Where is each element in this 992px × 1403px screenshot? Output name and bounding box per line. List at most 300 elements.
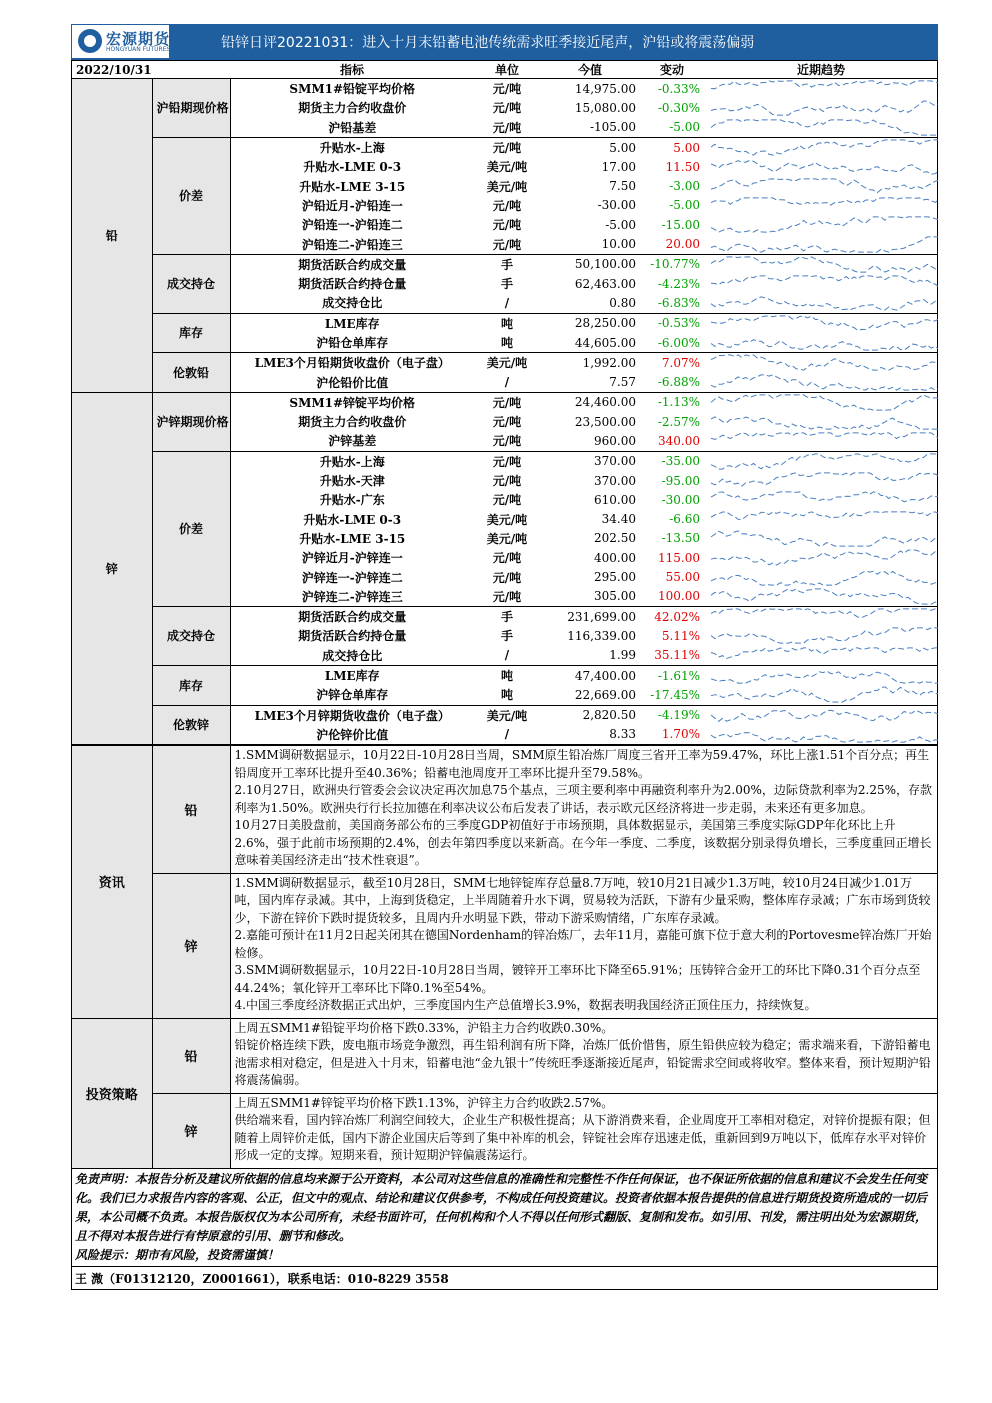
- unit-cell: 元/吨: [492, 493, 522, 508]
- unit-cell: 美元/吨: [486, 708, 528, 723]
- value-cell: 50,100.00: [574, 257, 636, 272]
- table-row: [72, 451, 938, 471]
- strategy-zinc-text: [230, 1093, 938, 1168]
- change-cell: -1.61%: [657, 668, 700, 683]
- strategy-metal-zinc: 锌: [152, 1093, 230, 1168]
- value-cell: 116,339.00: [567, 628, 636, 643]
- trend-cell: [704, 529, 938, 548]
- news-paragraph: 2.10月27日，欧洲央行管委会会议决定再次加息75个基点，三项主要利率中再融资利率升为2.00%，边际贷款利率为2.25%，存款利率为1.50%。欧洲央行行长拉加德在利率决议公布后发表了讲话，表示欧元区经济将进一步走弱，未来还有更多加息。: [234, 783, 933, 815]
- change-cell: -3.00: [669, 179, 700, 194]
- trend-sparkline: [708, 626, 938, 645]
- trend-sparkline: [708, 568, 938, 587]
- trend-sparkline: [708, 98, 938, 117]
- value-cell: 44,605.00: [540, 333, 640, 353]
- indicator-cell: 成交持仓比: [230, 293, 474, 313]
- change-cell: -4.19%: [657, 708, 700, 723]
- trend-line: [711, 395, 938, 410]
- trend-sparkline: [708, 587, 938, 606]
- value-cell: 17.00: [601, 159, 636, 174]
- section-label: 成交持仓: [152, 254, 230, 313]
- indicator-cell: 沪锌连一-沪锌连二: [301, 570, 403, 585]
- value-cell: 5.00: [609, 140, 636, 155]
- indicator-cell: 期货活跃合约成交量: [298, 257, 407, 272]
- change-cell: -5.00: [669, 198, 700, 213]
- strategy-paragraph: 供给端来看，国内锌冶炼厂利润空间较大，企业生产积极性提高；从下游消费来看，企业周度开工率相对稳定，对锌价提振有限；但随着上周锌价走低，国内下游企业国庆后等到了集中补库的机会，锌锭社会库存迅速走低，重新回到9万吨以下，低库存水平对锌价形成一定的支撑。短期来看，预计短期沪锌偏震荡运行。: [234, 1113, 931, 1163]
- unit-cell: /: [474, 646, 540, 666]
- trend-line: [711, 120, 938, 135]
- trend-sparkline: [708, 607, 938, 626]
- trend-sparkline: [708, 706, 938, 725]
- value-cell: 370.00: [594, 473, 636, 488]
- trend-sparkline: [708, 548, 938, 567]
- trend-line: [711, 374, 938, 389]
- section-label: 伦敦锌: [152, 705, 230, 745]
- value-cell: 47,400.00: [574, 668, 636, 683]
- table-row: [72, 254, 938, 274]
- trend-line: [711, 417, 938, 429]
- indicator-cell: 沪伦铅价比值: [230, 372, 474, 392]
- indicator-cell: 沪铅连二-沪铅连三: [230, 234, 474, 254]
- change-cell: -6.60: [669, 512, 700, 527]
- change-cell: 5.00: [673, 140, 700, 155]
- col-header-value: 今值: [540, 61, 640, 79]
- trend-line: [711, 492, 938, 502]
- table-row: [72, 607, 938, 627]
- trend-line: [711, 531, 938, 546]
- trend-cell: [704, 685, 938, 705]
- unit-cell: /: [474, 372, 540, 392]
- trend-sparkline: [708, 725, 938, 744]
- unit-cell: 元/吨: [492, 198, 522, 213]
- section-label: 沪锌期现价格: [152, 392, 230, 451]
- change-cell: -2.57%: [657, 414, 700, 429]
- trend-cell: [704, 412, 938, 431]
- trend-cell: [704, 548, 938, 567]
- unit-cell: 手: [500, 629, 513, 644]
- change-cell: 35.11%: [640, 646, 704, 666]
- indicator-cell: 沪锌基差: [230, 431, 474, 451]
- value-cell: 62,463.00: [574, 276, 636, 291]
- report-date: 2022/10/31: [72, 61, 230, 79]
- value-cell: 7.57: [540, 372, 640, 392]
- indicator-cell: 沪铅基差: [230, 118, 474, 138]
- value-cell: 10.00: [540, 234, 640, 254]
- value-cell: 7.50: [609, 179, 636, 194]
- unit-cell: 美元/吨: [486, 356, 528, 371]
- trend-sparkline: [708, 79, 938, 98]
- unit-cell: 吨: [474, 333, 540, 353]
- change-cell: -0.53%: [657, 316, 700, 331]
- change-cell: 42.02%: [654, 609, 700, 624]
- table-row: [72, 665, 938, 685]
- trend-cell: [704, 607, 938, 627]
- change-cell: 55.00: [665, 570, 700, 585]
- company-logo: [72, 25, 169, 58]
- unit-cell: 元/吨: [492, 551, 522, 566]
- unit-cell: 元/吨: [474, 118, 540, 138]
- trend-cell: [704, 274, 938, 293]
- trend-cell: [704, 705, 938, 725]
- logo-cn: 宏源期货: [106, 30, 171, 48]
- unit-cell: 元/吨: [492, 218, 522, 233]
- data-table: [72, 61, 938, 745]
- change-cell: -17.45%: [640, 685, 704, 705]
- indicator-cell: 升贴水-上海: [319, 141, 385, 156]
- change-cell: 100.00: [640, 587, 704, 607]
- trend-line: [711, 609, 938, 618]
- change-cell: 20.00: [640, 234, 704, 254]
- trend-cell: [704, 451, 938, 471]
- trend-sparkline: [708, 177, 938, 196]
- trend-sparkline: [708, 452, 938, 471]
- change-cell: -35.00: [661, 454, 700, 469]
- indicator-cell: 沪锌近月-沪锌连一: [301, 551, 403, 566]
- change-cell: -1.13%: [657, 395, 700, 410]
- trend-line: [711, 340, 938, 350]
- trend-cell: [704, 137, 938, 157]
- table-row: [72, 137, 938, 157]
- unit-cell: 元/吨: [492, 415, 522, 430]
- section-label: 伦敦铅: [152, 353, 230, 393]
- trend-cell: [704, 313, 938, 333]
- unit-cell: 吨: [500, 669, 513, 684]
- unit-cell: 美元/吨: [486, 512, 528, 527]
- value-cell: 295.00: [594, 570, 636, 585]
- section-label: 沪铅期现价格: [152, 79, 230, 138]
- section-label: 价差: [152, 451, 230, 606]
- trend-cell: [704, 98, 938, 117]
- value-cell: 28,250.00: [574, 316, 636, 331]
- strategy-paragraph: 上周五SMM1#铅锭平均价格下跌0.33%，沪铅主力合约收跌0.30%。: [234, 1020, 614, 1035]
- trend-sparkline: [708, 196, 938, 215]
- unit-cell: 元/吨: [474, 587, 540, 607]
- indicator-cell: 期货主力合约收盘价: [298, 415, 407, 430]
- trend-sparkline: [708, 471, 938, 490]
- table-row: [72, 313, 938, 333]
- trend-sparkline: [708, 215, 938, 234]
- trend-line: [711, 276, 938, 287]
- strategy-label: 投资策略: [72, 1018, 152, 1168]
- trend-line: [711, 81, 938, 89]
- unit-cell: 元/吨: [492, 82, 522, 97]
- value-cell: 24,460.00: [574, 395, 636, 410]
- trend-cell: [704, 567, 938, 586]
- value-cell: 610.00: [594, 492, 636, 507]
- value-cell: 0.80: [540, 293, 640, 313]
- value-cell: 14,975.00: [574, 81, 636, 96]
- trend-line: [711, 316, 938, 331]
- group-label: 铅: [72, 79, 152, 393]
- indicator-cell: SMM1#铅锭平均价格: [289, 82, 416, 97]
- trend-cell: [704, 333, 938, 353]
- trend-cell: [704, 353, 938, 373]
- trend-line: [711, 257, 938, 272]
- trend-line: [711, 710, 938, 721]
- unit-cell: 吨: [500, 316, 513, 331]
- change-cell: -0.33%: [657, 81, 700, 96]
- news-paragraph: 1.SMM调研数据显示，截至10月28日，SMM七地锌锭库存总量8.7万吨，较10月21日减少1.3万吨，较10月24日减少1.01万吨，国内库存录减。其中，上海到货稳定，上半周随着升水下调，贸易较为活跃，下游有少量采购，整体库存录减；广东市场到货较少，下游在锌价下跌时提货较多，且周内升水明显下跌，带动下游采购情绪，广东库存录减。: [234, 875, 931, 925]
- news-paragraph: 1.SMM调研数据显示，10月22日-10月28日当周，SMM原生铅冶炼厂周度三省开工率为59.47%，环比上涨1.51个百分点；再生铅周度开工率环比提升至40.36%；铅蓄电池周度开工率环比提升至79.58%。: [234, 748, 930, 780]
- value-cell: 34.40: [601, 512, 636, 527]
- trend-line: [711, 217, 938, 232]
- trend-cell: [704, 471, 938, 490]
- section-label: 成交持仓: [152, 607, 230, 666]
- change-cell: -6.00%: [640, 333, 704, 353]
- unit-cell: 元/吨: [492, 454, 522, 469]
- unit-cell: 元/吨: [492, 395, 522, 410]
- trend-sparkline: [708, 333, 938, 352]
- news-paragraph: 2.嘉能可预计在11月2日起关闭其在德国Nordenham的锌冶炼厂，去年11月，嘉能可旗下位于意大利的Portovesme锌冶炼厂开始检修。: [234, 928, 932, 960]
- trend-cell: [704, 196, 938, 215]
- news-metal-zinc: 锌: [152, 873, 230, 1018]
- trend-sparkline: [708, 118, 938, 137]
- trend-sparkline: [708, 646, 938, 665]
- trend-sparkline: [708, 666, 938, 685]
- unit-cell: 元/吨: [492, 570, 522, 585]
- change-cell: -4.23%: [657, 276, 700, 291]
- unit-cell: /: [474, 725, 540, 745]
- value-cell: -30.00: [597, 198, 636, 213]
- trend-cell: [704, 725, 938, 745]
- change-cell: -5.00: [640, 118, 704, 138]
- trend-line: [711, 297, 938, 310]
- trend-line: [711, 198, 938, 205]
- unit-cell: 手: [500, 277, 513, 292]
- table-row: [72, 705, 938, 725]
- news-paragraph: 4.中国三季度经济数据正式出炉，三季度国内生产总值增长3.9%，数据表明我国经济正顶住压力，持续恢复。: [234, 998, 817, 1013]
- strategy-lead-text: [230, 1018, 938, 1093]
- trend-cell: [704, 372, 938, 392]
- indicator-cell: 期货活跃合约成交量: [298, 610, 407, 625]
- indicator-cell: 沪锌连二-沪锌连三: [230, 587, 474, 607]
- section-label: 库存: [152, 665, 230, 705]
- news-table: [72, 745, 938, 1169]
- strategy-metal-lead: 铅: [152, 1018, 230, 1093]
- change-cell: -15.00: [661, 217, 700, 232]
- trend-sparkline: [708, 685, 938, 704]
- col-header-unit: 单位: [474, 61, 540, 79]
- strategy-paragraph: 铅锭价格连续下跌，废电瓶市场竞争激烈，再生铅利润有所下降，冶炼厂低价惜售，原生铅供应较为稳定；需求端来看，下游铅蓄电池需求相对稳定，但是进入十月末，铅蓄电池“金九银十”传统旺季逐渐接近尾声，铅锭需求空间或将收窄。整体来看，预计短期沪铅将震荡偏弱。: [234, 1038, 931, 1088]
- unit-cell: /: [474, 293, 540, 313]
- trend-cell: [704, 79, 938, 99]
- col-header-change: 变动: [640, 61, 704, 79]
- report-body: [71, 60, 938, 1290]
- indicator-cell: 沪铅仓单库存: [230, 333, 474, 353]
- trend-line: [711, 671, 938, 683]
- report-title: 铅锌日评20221031：进入十月末铅蓄电池传统需求旺季接近尾声，沪铅或将震荡偏弱: [221, 35, 755, 51]
- unit-cell: 元/吨: [474, 431, 540, 451]
- trend-cell: [704, 176, 938, 195]
- change-cell: 115.00: [658, 550, 700, 565]
- disclaimer-text: 免责声明：本报告分析及建议所依据的信息均来源于公开资料，本公司对这些信息的准确性和完整性不作任何保证，也不保证所依据的信息和建议不会发生任何变化。我们已力求报告内容的客观、公正，但文中的观点、结论和建议仅供参考，不构成任何投资建议。投资者依据本报告提供的信息进行期货投资所造成的一切后果，本公司概不负责。本报告版权仅为本公司所有，未经书面许可，任何机构和个人不得以任何形式翻版、复制和发布。如引用、刊发，需注明出处为宏源期货，且不得对本报告进行有悖原意的引用、删节和修改。: [75, 1171, 928, 1243]
- trend-cell: [704, 254, 938, 274]
- trend-line: [711, 550, 938, 565]
- indicator-cell: 升贴水-LME 3-15: [299, 179, 406, 194]
- value-cell: 8.33: [540, 725, 640, 745]
- trend-line: [711, 140, 938, 155]
- table-row: [72, 392, 938, 412]
- trend-cell: [704, 626, 938, 645]
- indicator-cell: LME库存: [324, 316, 380, 331]
- trend-sparkline: [708, 138, 938, 157]
- trend-cell: [704, 646, 938, 666]
- trend-line: [711, 179, 938, 193]
- indicator-cell: 期货活跃合约持仓量: [298, 277, 407, 292]
- change-cell: 1.70%: [640, 725, 704, 745]
- trend-line: [711, 101, 938, 115]
- value-cell: 202.50: [594, 531, 636, 546]
- indicator-cell: 沪锌仓单库存: [230, 685, 474, 705]
- indicator-cell: 升贴水-上海: [319, 454, 385, 469]
- section-label: 价差: [152, 137, 230, 254]
- indicator-cell: 沪伦锌价比值: [230, 725, 474, 745]
- indicator-cell: 升贴水-LME 3-15: [299, 531, 406, 546]
- value-cell: 231,699.00: [567, 609, 636, 624]
- unit-cell: 元/吨: [492, 474, 522, 489]
- change-cell: -10.77%: [650, 257, 700, 272]
- indicator-cell: 期货主力合约收盘价: [298, 101, 407, 116]
- trend-cell: [704, 510, 938, 529]
- trend-sparkline: [708, 510, 938, 529]
- trend-line: [711, 648, 938, 659]
- trend-line: [711, 628, 938, 643]
- value-cell: 15,080.00: [574, 100, 636, 115]
- trend-sparkline: [708, 353, 938, 372]
- section-label: 库存: [152, 313, 230, 353]
- report-header: [71, 24, 938, 60]
- analyst-contact: 王 溦（F01312120，Z0001661），联系电话：010-8229 3558: [75, 1271, 449, 1286]
- value-cell: 2,820.50: [582, 708, 636, 723]
- trend-line: [711, 571, 938, 585]
- unit-cell: 元/吨: [492, 141, 522, 156]
- indicator-cell: 升贴水-LME 0-3: [303, 512, 402, 527]
- unit-cell: 手: [500, 257, 513, 272]
- trend-sparkline: [708, 293, 938, 312]
- change-cell: 7.07%: [661, 355, 700, 370]
- indicator-cell: LME3个月锌期货收盘价（电子盘）: [254, 708, 450, 723]
- value-cell: 370.00: [594, 454, 636, 469]
- value-cell: 1.99: [540, 646, 640, 666]
- indicator-cell: 成交持仓比: [230, 646, 474, 666]
- change-cell: -6.83%: [640, 293, 704, 313]
- trend-sparkline: [708, 412, 938, 431]
- risk-warning: 风险提示：期市有风险，投资需谨慎！: [75, 1247, 280, 1262]
- indicator-cell: 升贴水-天津: [319, 474, 385, 489]
- change-cell: -30.00: [661, 492, 700, 507]
- trend-line: [711, 512, 938, 520]
- unit-cell: 元/吨: [492, 101, 522, 116]
- indicator-cell: SMM1#锌锭平均价格: [289, 395, 416, 410]
- trend-cell: [704, 587, 938, 607]
- change-cell: 5.11%: [661, 628, 700, 643]
- news-metal-lead: 铅: [152, 746, 230, 874]
- unit-cell: 美元/吨: [486, 160, 528, 175]
- trend-line: [711, 473, 938, 486]
- trend-line: [711, 589, 938, 604]
- trend-cell: [704, 157, 938, 176]
- unit-cell: 吨: [474, 685, 540, 705]
- trend-sparkline: [708, 529, 938, 548]
- change-cell: -13.50: [661, 531, 700, 546]
- change-cell: 340.00: [640, 431, 704, 451]
- trend-cell: [704, 293, 938, 313]
- col-header-trend: 近期趋势: [704, 61, 938, 79]
- indicator-cell: 沪铅近月-沪铅连一: [301, 198, 403, 213]
- news-zinc-text: [230, 873, 938, 1018]
- trend-sparkline: [708, 314, 938, 333]
- trend-sparkline: [708, 274, 938, 293]
- trend-cell: [704, 431, 938, 451]
- change-cell: -95.00: [661, 473, 700, 488]
- table-header-row: [72, 61, 938, 79]
- value-cell: 305.00: [540, 587, 640, 607]
- value-cell: 1,992.00: [582, 355, 636, 370]
- table-row: [72, 79, 938, 99]
- news-label: 资讯: [72, 746, 152, 1019]
- trend-sparkline: [708, 157, 938, 176]
- trend-line: [711, 733, 938, 743]
- trend-sparkline: [708, 235, 938, 254]
- trend-line: [711, 433, 938, 440]
- trend-cell: [704, 234, 938, 254]
- trend-sparkline: [708, 490, 938, 509]
- value-cell: 960.00: [540, 431, 640, 451]
- news-paragraph: 10月27日美股盘前，美国商务部公布的三季度GDP初值好于市场预期，具体数据显示，美国第三季度实际GDP年化环比上升2.6%，强于此前市场预期的2.4%，创去年第四季度以来新高。在今年一季度、二季度，该数据分别录得负增长，三季度重回正增长意味着美国经济走出“技术性衰退”。: [234, 818, 932, 868]
- value-cell: -105.00: [540, 118, 640, 138]
- unit-cell: 手: [500, 610, 513, 625]
- value-cell: 22,669.00: [540, 685, 640, 705]
- col-header-indicator: 指标: [230, 61, 474, 79]
- indicator-cell: 期货活跃合约持仓量: [298, 629, 407, 644]
- trend-cell: [704, 392, 938, 412]
- news-paragraph: 3.SMM调研数据显示，10月22日-10月28日当周，镀锌开工率环比下降至65.91%；压铸锌合金开工的环比下降0.31个百分点至44.24%；氧化锌开工率环比下降0.1%至54%。: [234, 963, 921, 995]
- indicator-cell: 升贴水-LME 0-3: [303, 160, 402, 175]
- indicator-cell: LME库存: [324, 669, 380, 684]
- change-cell: -0.30%: [657, 100, 700, 115]
- change-cell: 11.50: [665, 159, 700, 174]
- trend-sparkline: [708, 255, 938, 274]
- table-row: [72, 353, 938, 373]
- trend-line: [711, 687, 938, 702]
- unit-cell: 美元/吨: [486, 531, 528, 546]
- trend-line: [711, 236, 938, 251]
- unit-cell: 元/吨: [474, 234, 540, 254]
- indicator-cell: LME3个月铅期货收盘价（电子盘）: [254, 356, 450, 371]
- value-cell: 23,500.00: [574, 414, 636, 429]
- logo-icon: [78, 29, 102, 53]
- trend-sparkline: [708, 373, 938, 392]
- trend-cell: [704, 665, 938, 685]
- change-cell: -6.88%: [640, 372, 704, 392]
- disclaimer: [72, 1169, 937, 1267]
- logo-en: HONGYUAN FUTURES: [106, 46, 171, 53]
- trend-cell: [704, 490, 938, 509]
- value-cell: -5.00: [605, 217, 636, 232]
- value-cell: 400.00: [594, 550, 636, 565]
- trend-sparkline: [708, 393, 938, 412]
- trend-cell: [704, 215, 938, 234]
- trend-cell: [704, 118, 938, 138]
- trend-line: [711, 161, 938, 175]
- unit-cell: 美元/吨: [486, 179, 528, 194]
- group-label: 锌: [72, 392, 152, 744]
- indicator-cell: 沪铅连一-沪铅连二: [301, 218, 403, 233]
- indicator-cell: 升贴水-广东: [319, 493, 385, 508]
- news-lead-text: [230, 746, 938, 874]
- strategy-paragraph: 上周五SMM1#锌锭平均价格下跌1.13%，沪锌主力合约收跌2.57%。: [234, 1095, 614, 1110]
- trend-sparkline: [708, 431, 938, 450]
- trend-line: [711, 454, 938, 469]
